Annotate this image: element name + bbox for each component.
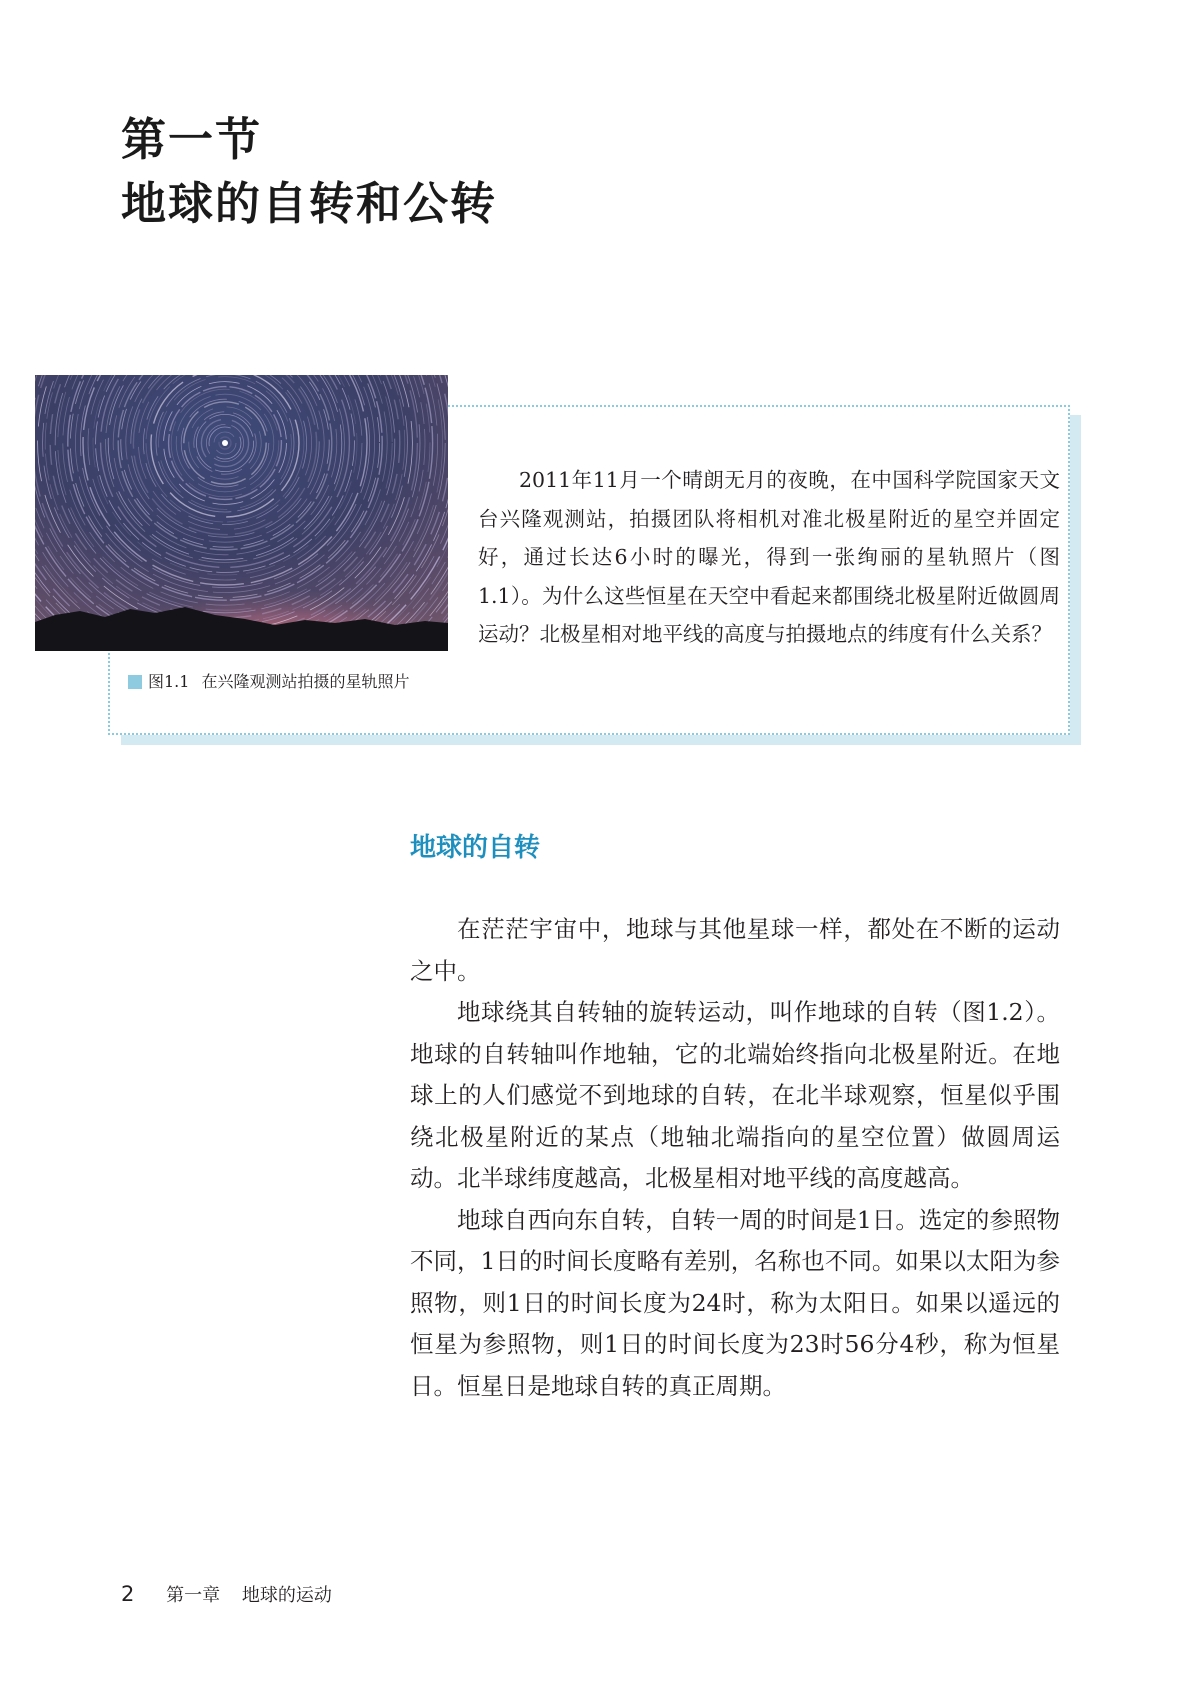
figure-caption-text: 在兴隆观测站拍摄的星轨照片 [201, 672, 410, 691]
caption-marker [128, 675, 142, 689]
section-number-title: 第一节 [121, 113, 263, 166]
polaris-star [222, 440, 228, 446]
star-trail-photo [35, 375, 448, 651]
body-text [410, 909, 1060, 1407]
body-paragraph: 在茫茫宇宙中，地球与其他星球一样，都处在不断的运动之中。 [410, 915, 1060, 985]
subsection-title: 地球的自转 [410, 833, 541, 863]
figure-number: 图1.1 [148, 672, 190, 691]
body-paragraph: 地球绕其自转轴的旋转运动，叫作地球的自转（图1.2）。地球的自转轴叫作地轴，它的北端始终指向北极星附近。在地球上的人们感觉不到地球的自转，在北半球观察，恒星似乎围绕北极星附近的某点（地轴北端指向的星空位置）做圆周运动。北半球纬度越高，北极星相对地平线的高度越高。 [410, 998, 1060, 1192]
section-main-title: 地球的自转和公转 [121, 177, 498, 230]
section-title [121, 108, 497, 236]
figure-caption [128, 670, 409, 694]
intro-paragraph: 2011年11月一个晴朗无月的夜晚，在中国科学院国家天文台兴隆观测站，拍摄团队将相机对准北极星附近的星空并固定好，通过长达6小时的曝光，得到一张绚丽的星轨照片（图1.1）。为什么这些恒星在天空中看起来都围绕北极星附近做圆周运动？北极星相对地平线的高度与拍摄地点的纬度有什么关系？ [478, 468, 1060, 646]
chapter-label: 第一章 [166, 1585, 221, 1606]
star-trail-image [35, 375, 448, 651]
page-footer [121, 1580, 332, 1610]
page-number: 2 [121, 1582, 135, 1606]
body-paragraph: 地球自西向东自转，自转一周的时间是1日。选定的参照物不同，1日的时间长度略有差别，名称也不同。如果以太阳为参照物，则1日的时间长度为24时，称为太阳日。如果以遥远的恒星为参照物，则1日的时间长度为23时56分4秒，称为恒星日。恒星日是地球自转的真正周期。 [410, 1205, 1060, 1400]
chapter-title: 地球的运动 [241, 1585, 332, 1606]
